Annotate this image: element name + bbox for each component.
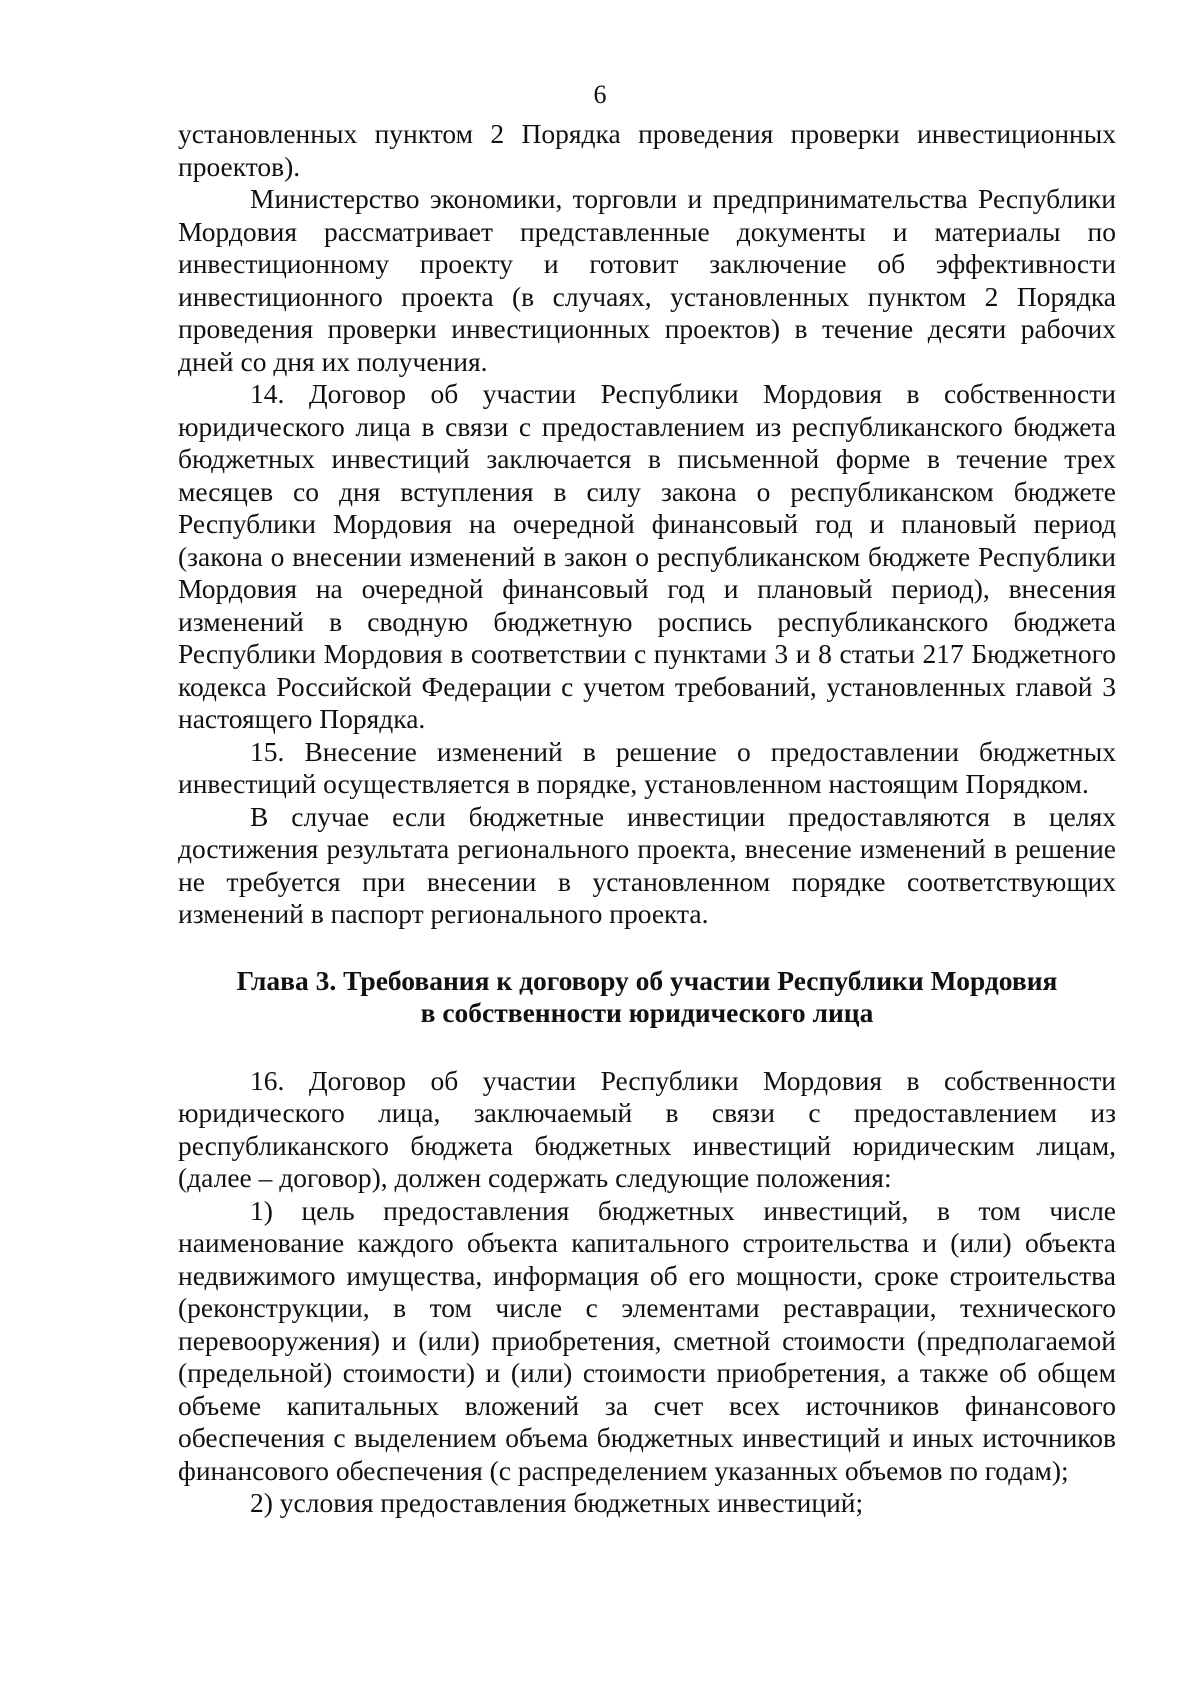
- chapter-heading-line: Глава 3. Требования к договору об участии Республики Мордовия: [236, 964, 1058, 996]
- paragraph: 15. Внесение изменений в решение о предоставлении бюджетных инвестиций осуществляется в порядке, установленном настоящим Порядком.: [178, 735, 1116, 799]
- paragraph: 2) условия предоставления бюджетных инвестиций;: [250, 1487, 864, 1518]
- paragraph: Министерство экономики, торговли и предпринимательства Республики Мордовия рассматривает представленные документы и материалы по инвестиционному проекту и готовит заключение об эффективности инвестиционного проекта (в случаях, установленных пунктом 2 Порядка проведения проверки инвестиционных проектов) в течение десяти рабочих дней со дня их получения.: [178, 183, 1116, 377]
- paragraph: 16. Договор об участии Республики Мордовия в собственности юридического лица, заключаемый в связи с предоставлением из республиканского бюджета бюджетных инвестиций юридическим лицам, (далее – договор), должен содержать следующие положения:: [178, 1064, 1116, 1193]
- chapter-heading: [178, 965, 1116, 1029]
- page-number: 6: [593, 80, 607, 109]
- document-body: [178, 118, 1116, 1520]
- paragraph: 1) цель предоставления бюджетных инвестиций, в том числе наименование каждого объекта капитального строительства и (или) объекта недвижимого имущества, информация об его мощности, сроке строительства (реконструкции, в том числе с элементами реставрации, технического перевооружения) и (или) приобретения, сметной стоимости (предполагаемой (предельной) стоимости) и (или) стоимости приобретения, а также об общем объеме капитальных вложений за счет всех источников финансового обеспечения с выделением объема бюджетных инвестиций и иных источников финансового обеспечения (с распределением указанных объемов по годам);: [178, 1194, 1116, 1486]
- paragraph: установленных пунктом 2 Порядка проведения проверки инвестиционных проектов).: [178, 118, 1116, 182]
- paragraph: 14. Договор об участии Республики Мордовия в собственности юридического лица в связи с предоставлением из республиканского бюджета бюджетных инвестиций заключается в письменной форме в течение трех месяцев со дня вступления в силу закона о республиканском бюджете Республики Мордовия на очередной финансовый год и плановый период (закона о внесении изменений в закон о республиканском бюджете Республики Мордовия на очередной финансовый год и плановый период), внесения изменений в сводную бюджетную роспись республиканского бюджета Республики Мордовия в соответствии с пунктами 3 и 8 статьи 217 Бюджетного кодекса Российской Федерации с учетом требований, установленных главой 3 настоящего Порядка.: [178, 378, 1116, 734]
- chapter-heading-line: в собственности юридического лица: [420, 996, 874, 1028]
- paragraph: В случае если бюджетные инвестиции предоставляются в целях достижения результата регионального проекта, внесение изменений в решение не требуется при внесении в установленном порядке соответствующих изменений в паспорт регионального проекта.: [178, 800, 1116, 929]
